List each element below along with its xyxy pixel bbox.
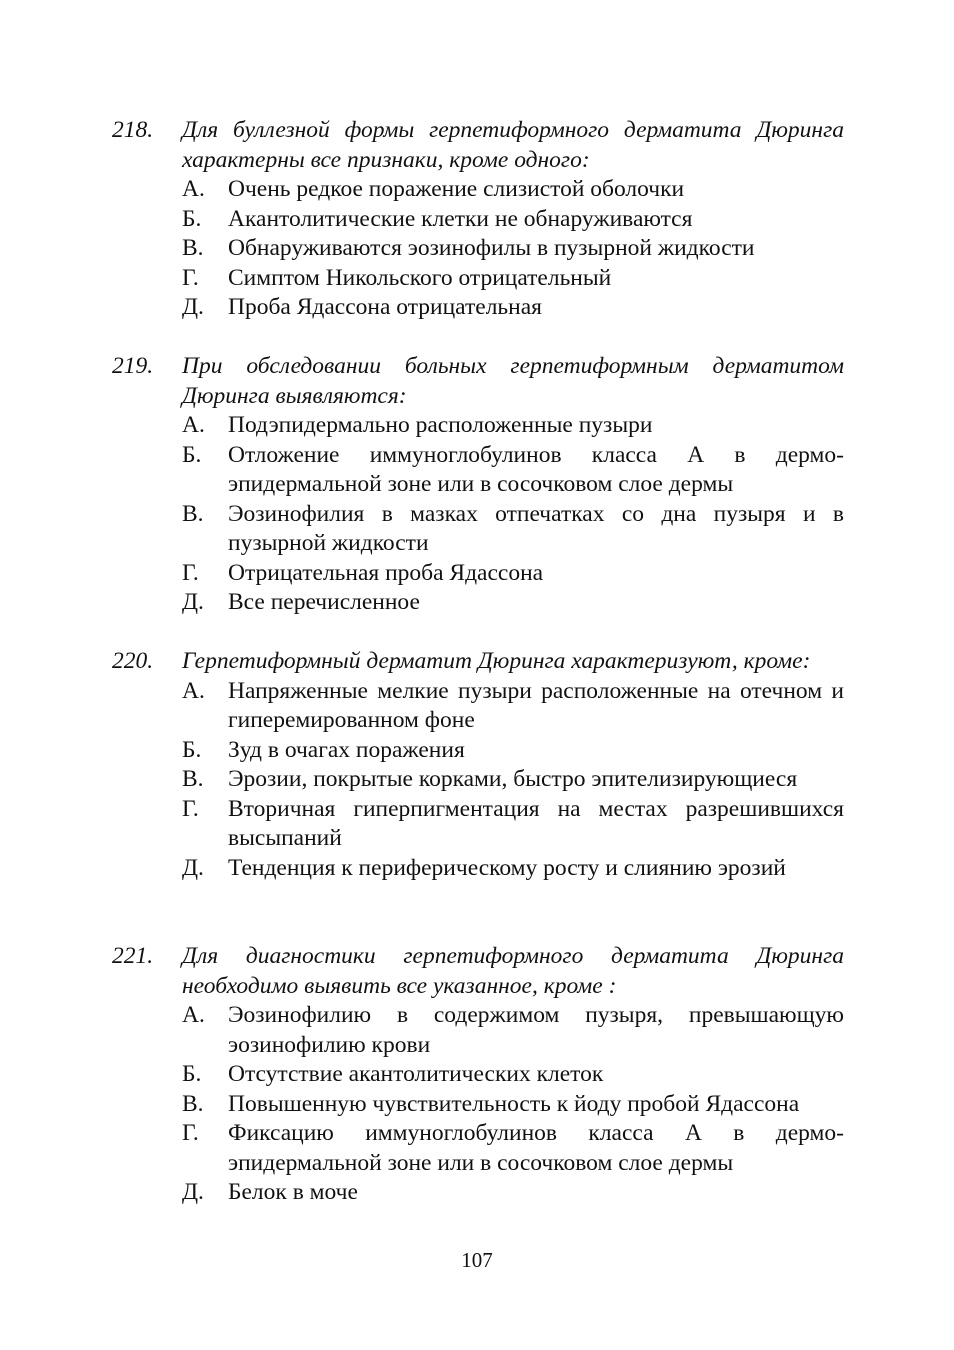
question-header: [112, 942, 844, 1001]
answer-option: [112, 264, 844, 294]
option-text: Фиксацию иммуноглобулинов класса А в дермо-эпидермальной зоне или в сосочковом слое дермы: [228, 1120, 844, 1176]
option-text: Обнаруживаются эозинофилы в пузырной жидкости: [228, 235, 755, 261]
question-text: При обследовании больных герпетиформным дерматитом Дюринга выявляются:: [182, 353, 844, 409]
option-letter: В.: [182, 500, 204, 527]
answer-options: [112, 1001, 844, 1208]
question-221: [112, 942, 844, 1208]
answer-option: [112, 175, 844, 205]
option-letter: В.: [182, 235, 204, 261]
option-letter: А.: [182, 677, 205, 704]
option-text: Вторичная гиперпигментация на местах разрешившихся высыпаний: [228, 795, 844, 851]
answer-option: [112, 854, 844, 884]
option-text: Повышенную чувствительность к йоду пробой Ядассона: [228, 1090, 800, 1117]
answer-options: [112, 411, 844, 618]
option-text: Отложение иммуноглобулинов класса А в дермо-эпидермальной зоне или в сосочковом слое дермы: [228, 441, 844, 497]
option-text: Все перечисленное: [228, 589, 420, 615]
option-text: Белок в моче: [228, 1179, 358, 1205]
question-219: [112, 352, 844, 618]
option-text: Напряженные мелкие пузыри расположенные на отечном и гиперемированном фоне: [228, 677, 844, 733]
answer-option: [112, 1090, 844, 1120]
answer-options: [112, 677, 844, 884]
question-218: [112, 116, 844, 323]
question-220: [112, 647, 844, 883]
answer-option: [112, 441, 844, 500]
option-letter: Д.: [182, 1179, 204, 1205]
answer-option: [112, 500, 844, 559]
option-text: Симптом Никольского отрицательный: [228, 264, 612, 291]
option-text: Тенденция к периферическому росту и слиянию эрозий: [228, 854, 786, 881]
option-letter: В.: [182, 766, 204, 792]
option-letter: Г.: [182, 1120, 199, 1146]
question-text: Герпетиформный дерматит Дюринга характеризуют, кроме:: [182, 648, 811, 674]
page-number: 107: [461, 1248, 493, 1272]
option-letter: Б.: [182, 1061, 202, 1087]
option-text: Проба Ядассона отрицательная: [228, 294, 542, 320]
question-number: 221.: [112, 943, 154, 969]
question-number: 219.: [112, 353, 154, 379]
option-letter: Д.: [182, 294, 204, 320]
question-header: [112, 647, 844, 677]
option-letter: А.: [182, 412, 205, 438]
option-letter: Б.: [182, 736, 202, 763]
option-text: Очень редкое поражение слизистой оболочки: [228, 176, 685, 202]
answer-option: [112, 559, 844, 589]
answer-option: [112, 795, 844, 854]
question-header: [112, 352, 844, 411]
option-letter: Б.: [182, 205, 202, 232]
answer-option: [112, 677, 844, 736]
question-number: 218.: [112, 117, 154, 143]
option-text: Эозинофилия в мазках отпечатках со дна пузыря и в пузырной жидкости: [228, 500, 844, 556]
answer-option: [112, 736, 844, 766]
answer-option: [112, 1060, 844, 1090]
question-number: 220.: [112, 648, 154, 674]
option-text: Отсутствие акантолитических клеток: [228, 1061, 604, 1087]
answer-option: [112, 1178, 844, 1208]
option-letter: Д.: [182, 589, 204, 615]
option-letter: Б.: [182, 441, 202, 468]
answer-option: [112, 234, 844, 264]
option-text: Отрицательная проба Ядассона: [228, 559, 544, 586]
option-letter: Д.: [182, 854, 204, 881]
answer-option: [112, 411, 844, 441]
option-letter: А.: [182, 176, 205, 202]
answer-option: [112, 588, 844, 618]
answer-option: [112, 293, 844, 323]
option-letter: Г.: [182, 264, 199, 291]
option-letter: Г.: [182, 795, 199, 822]
option-text: Эрозии, покрытые корками, быстро эпителизирующиеся: [228, 766, 798, 792]
answer-option: [112, 1001, 844, 1060]
option-letter: А.: [182, 1002, 205, 1028]
question-text: Для диагностики герпетиформного дерматита Дюринга необходимо выявить все указанное, кроме :: [182, 943, 844, 999]
option-text: Эозинофилию в содержимом пузыря, превышающую эозинофилию крови: [228, 1002, 844, 1058]
answer-option: [112, 205, 844, 235]
option-text: Подэпидермально расположенные пузыри: [228, 412, 653, 438]
question-header: [112, 116, 844, 175]
option-text: Акантолитические клетки не обнаруживаются: [228, 205, 693, 232]
option-text: Зуд в очагах поражения: [228, 736, 465, 763]
answer-option: [112, 765, 844, 795]
question-text: Для буллезной формы герпетиформного дерматита Дюринга характерны все признаки, кроме одного:: [182, 117, 844, 173]
option-letter: В.: [182, 1090, 204, 1117]
answer-option: [112, 1119, 844, 1178]
option-letter: Г.: [182, 559, 199, 586]
answer-options: [112, 175, 844, 323]
